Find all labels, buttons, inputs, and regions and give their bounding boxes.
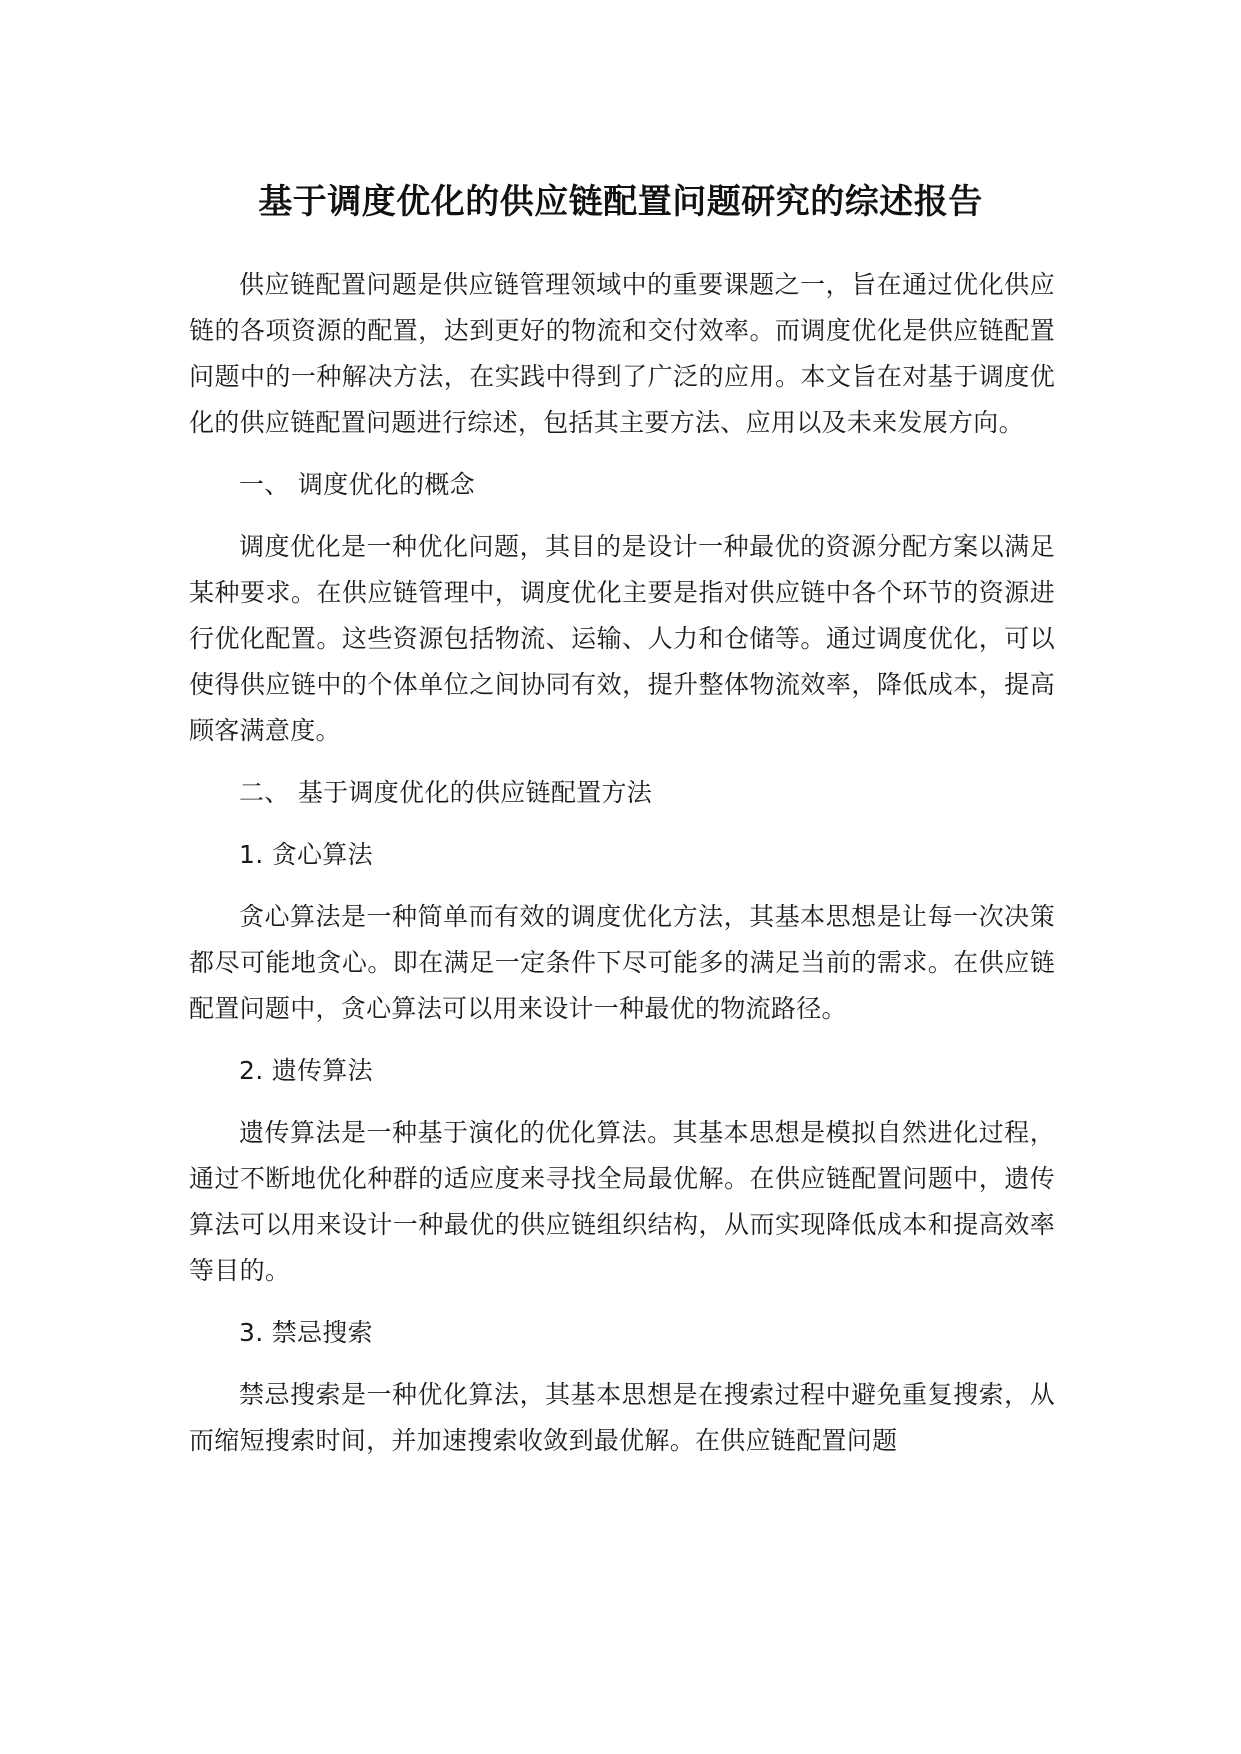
paragraph-concept: 调度优化是一种优化问题，其目的是设计一种最优的资源分配方案以满足某种要求。在供应链管理中，调度优化主要是指对供应链中各个环节的资源进行优化配置。这些资源包括物流、运输、人力和仓储等。通过调度优化，可以使得供应链中的个体单位之间协同有效，提升整体物流效率，降低成本，提高顾客满意度。 xyxy=(189,532,1055,745)
subsection-heading-greedy: 1. 贪心算法 xyxy=(239,840,373,869)
subsection-heading-genetic: 2. 遗传算法 xyxy=(239,1056,373,1085)
subsection-heading-tabu: 3. 禁忌搜索 xyxy=(239,1318,373,1347)
paragraph-genetic: 遗传算法是一种基于演化的优化算法。其基本思想是模拟自然进化过程，通过不断地优化种群的适应度来寻找全局最优解。在供应链配置问题中，遗传算法可以用来设计一种最优的供应链组织结构，从而实现降低成本和提高效率等目的。 xyxy=(189,1118,1055,1285)
paragraph-intro: 供应链配置问题是供应链管理领域中的重要课题之一，旨在通过优化供应链的各项资源的配置，达到更好的物流和交付效率。而调度优化是供应链配置问题中的一种解决方法，在实践中得到了广泛的应用。本文旨在对基于调度优化的供应链配置问题进行综述，包括其主要方法、应用以及未来发展方向。 xyxy=(189,270,1055,437)
paragraph-tabu: 禁忌搜索是一种优化算法，其基本思想是在搜索过程中避免重复搜索，从而缩短搜索时间，并加速搜索收敛到最优解。在供应链配置问题 xyxy=(189,1380,1055,1455)
paragraph-greedy: 贪心算法是一种简单而有效的调度优化方法，其基本思想是让每一次决策都尽可能地贪心。即在满足一定条件下尽可能多的满足当前的需求。在供应链配置问题中，贪心算法可以用来设计一种最优的物流路径。 xyxy=(189,902,1055,1023)
document-title: 基于调度优化的供应链配置问题研究的综述报告 xyxy=(258,182,983,222)
section-heading-2: 二、 基于调度优化的供应链配置方法 xyxy=(239,778,653,807)
section-heading-1: 一、 调度优化的概念 xyxy=(239,470,475,499)
document-body xyxy=(189,262,1055,1480)
